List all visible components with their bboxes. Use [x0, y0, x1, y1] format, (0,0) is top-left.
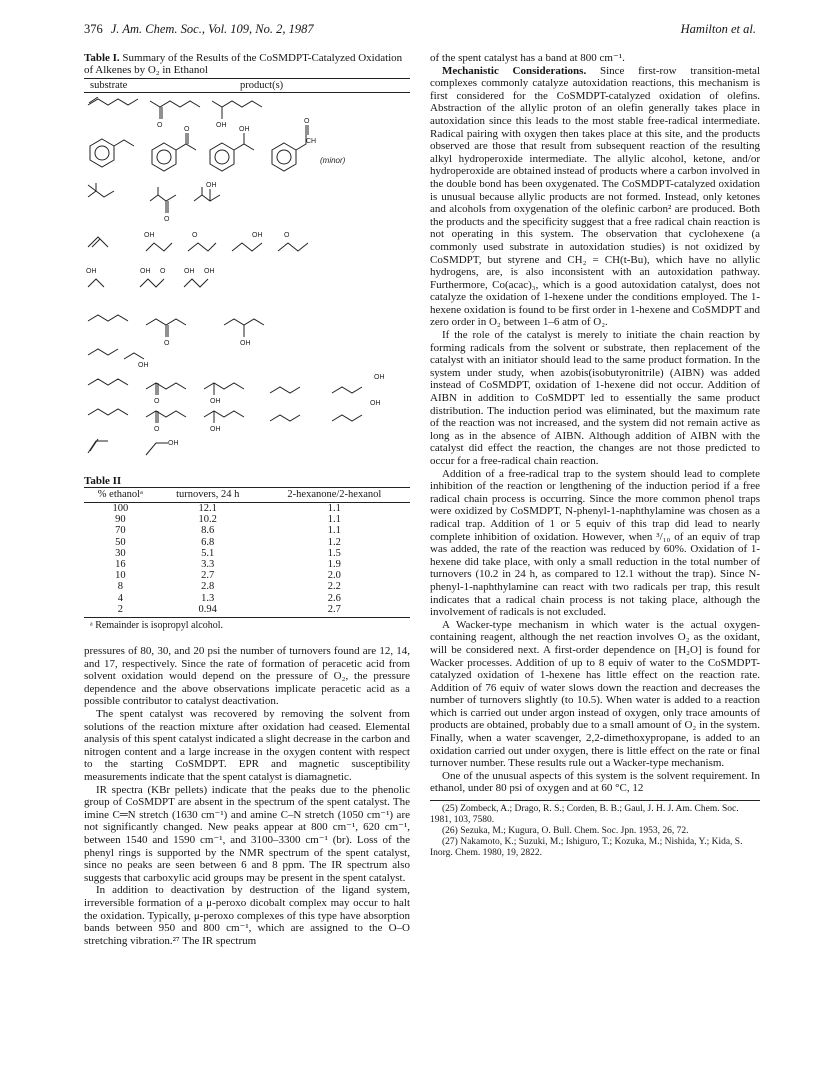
structure-drawings [84, 97, 410, 465]
right-paragraph-5: One of the unusual aspects of this system is the solvent requirement. In ethanol, under 80 psi of oxygen and at 60 °C, 12 [430, 769, 760, 795]
svg-text:O: O [192, 232, 198, 239]
table-row: 16 3.3 1.9 [115, 559, 341, 571]
table2-header-ratio: 2-hexanone/2-hexanol [259, 488, 410, 503]
svg-text:OH: OH [144, 232, 155, 239]
row9-product-a [146, 411, 186, 417]
right-paragraph-4: A Wacker-type mechanism in which water is the actual oxygen-containing reagent, although the net reaction involves O₂ as the oxidant, will be considered next. A first-order dependence on [H₂O] is found for Wacker processes. Addition of up to 8 equiv of water to the CoSMDPT-catalyzed oxidation of 1-hexene has little effect on the reaction rate. Addition of 76 equiv of water slows down the reaction and decreases the number of turnovers slightly (to 10.5). When water is added to a reaction which is carried out under argon instead of oxygen, only trace amounts of products are obtained, probably due to a small amount of O₂ in the system. Finally, when a water scavenger, 2,2-dimethoxypropane, is added to an oxidation carried out under oxygen, there is little effect on the rate or final turnover number. These results rule out a Wacker-type mechanism. [430, 618, 760, 770]
styrene-structure [90, 139, 134, 167]
running-header [84, 22, 756, 40]
left-paragraph-2: The spent catalyst was recovered by removing the solvent from solutions of the reaction mixture after oxidation had ceased. Elemental analysis of this spent catalyst indicated a slight decrease in the carbon and nitrogen content and a large increase in the oxygen content with respect to the starting CoSMDPT. EPR and magnetic susceptibility measurements indicate that the spent catalyst is diamagnetic. [84, 708, 410, 783]
svg-text:O: O [164, 340, 170, 347]
svg-text:OH: OH [138, 362, 149, 369]
svg-text:O: O [284, 232, 290, 239]
table2-header-turnovers: turnovers, 24 h [157, 488, 259, 503]
svg-text:OH: OH [240, 340, 251, 347]
right-column [430, 52, 760, 859]
svg-text:OH: OH [184, 268, 195, 275]
row9-product-c [270, 415, 300, 421]
left-paragraph-4: In addition to deactivation by destruction of the ligand system, irreversible formation of a μ-peroxo dicobalt complex may occur to halt the oxidation. Typically, μ-peroxo complexes of this type have absorption bands between 950 and 800 cm⁻¹, which are assigned to the O–O stretching vibration.²⁷ The IR spectrum [84, 884, 410, 947]
right-paragraph-3: Addition of a free-radical trap to the system should lead to complete inhibition of the reaction or lengthening of the induction period if a free radical chain process is occurring. Since the more common phenol traps were oxidized by CoSMDPT, N-phenyl-1-naphthylamine was chosen as a radical trap. Addition of 1 or 5 equiv of this trap did lead to nearly complete inhibition of oxidation. However, when ³/₁₀ of an equiv of trap was added, the rate of the reaction was reduced by 60%. Oxidation of 1-hexene did take place, with only a small reduction in the total number of turnovers (10.2 in 24 h, as compared to 12.1 without the trap). Since N-phenyl-1-naphthylamine can react with two radicals per trap, this result indicates that a radical chain process is not taking place, although the involvement of radicals is not excluded. [430, 467, 760, 619]
svg-text:O: O [154, 398, 160, 405]
row4-product-c [232, 243, 262, 251]
svg-text:OH: OH [239, 126, 250, 133]
phenylethanol-structure [210, 126, 254, 171]
right-paragraph-1 [430, 65, 760, 329]
table1-col-products: product(s) [240, 80, 284, 91]
row10-substrate [88, 441, 108, 453]
svg-text:OH: OH [140, 268, 151, 275]
left-body-text [84, 645, 410, 947]
table1-header [84, 79, 410, 92]
author-header: Hamilton et al. [680, 22, 756, 36]
svg-text:OH: OH [168, 440, 179, 447]
svg-text:CH: CH [306, 138, 317, 145]
page-number: 376 [84, 22, 103, 36]
table2 [84, 487, 410, 618]
row4-product-d [278, 243, 308, 251]
svg-text:O: O [184, 126, 190, 133]
row5-product-a [140, 279, 164, 287]
label-o: O [157, 122, 163, 129]
table2-title: Table II [84, 475, 122, 487]
section-heading-mechanistic: Mechanistic Considerations. [442, 64, 587, 77]
row8-product-c [270, 387, 300, 393]
table1-col-substrate: substrate [90, 80, 128, 91]
svg-text:OH: OH [370, 400, 381, 407]
acetophenone-structure [152, 126, 196, 171]
svg-text:O: O [154, 426, 160, 433]
table-row: 30 5.1 1.5 [115, 547, 341, 559]
table1-caption [84, 52, 410, 76]
row7-product [124, 353, 144, 359]
tbutylethylene-structure [88, 191, 114, 197]
reference-25: (25) Zombeck, A.; Drago, R. S.; Corden, B. B.; Gaul, J. H. J. Am. Chem. Soc. 1981, 103, 7580. [430, 804, 739, 826]
svg-text:O: O [164, 216, 170, 223]
hexanol-structure [212, 101, 262, 107]
left-paragraph-3: IR spectra (KBr pellets) indicate that the peaks due to the phenolic group of CoSMDPT are absent in the spectrum of the spent catalyst. The imine C═N stretch (1630 cm⁻¹) and amine C–N stretch (1050 cm⁻¹) are not significantly changed. New peaks appear at 800 cm⁻¹, 620 cm⁻¹, between 1540 and 1590 cm⁻¹, and 3100–3300 cm⁻¹ (br). Loss of the phenyl rings is supported by the NMR spectrum of the spent catalyst, since no peaks are seen between 6 and 8 ppm. The IR spectrum also suggests that carboxylic acid groups may be present in the spent catalyst. [84, 783, 410, 884]
right-paragraph-2: If the role of the catalyst is merely to initiate the chain reaction by forming radicals from the solvent or substrate, then replacement of the catalyst with an initiator should lead to the same product formation. In the system under study, when azobis(isobutyronitrile) (AIBN) was added instead of CoSMDPT, oxidation of 1-hexene did not occur. Addition of AIBN in addition to CoSMDPT led to essentially the same product distribution. The induction period was eliminated, but the maximum rate of the reaction was not increased, and the system did not remain active as long as in the absence of AIBN. Although addition of AIBN with the catalyst did effect the reaction, the changes are not those predicted to occur for a free-radical chain reaction. [430, 329, 760, 467]
svg-text:OH: OH [210, 398, 221, 405]
journal-citation [84, 22, 314, 37]
pinacolone-structure [150, 195, 176, 201]
row8-product-a [146, 383, 186, 389]
row6-product-a [146, 319, 186, 325]
table-row: 10 2.7 2.0 [115, 570, 341, 582]
svg-text:OH: OH [252, 232, 263, 239]
svg-text:OH: OH [374, 374, 385, 381]
phenylacetaldehyde-structure [272, 118, 316, 171]
left-paragraph-1: pressures of 80, 30, and 20 psi the number of turnovers found are 12, 14, and 17, respectively. Since the rate of formation of peracetic acid from solvent oxidation would depend on the pressure of O₂, the pressure dependence and the above observations implicate peracetic acid as a possible contributor to catalyst deactivation. [84, 645, 410, 708]
hexene-structure [88, 99, 138, 105]
table-row: 90 10.2 1.1 [115, 514, 341, 526]
svg-text:OH: OH [86, 268, 97, 275]
reference-27: (27) Nakamoto, K.; Suzuki, M.; Ishiguro, T.; Kozuka, M.; Nishida, Y.; Kida, S. Inorg. Chem. 1980, 19, 2822. [430, 837, 743, 859]
row5-substrate [88, 279, 104, 287]
table1-label: Table I. [84, 52, 120, 64]
right-paragraph-0: of the spent catalyst has a band at 800 cm⁻¹. [430, 52, 625, 64]
row4-product-b [188, 243, 216, 251]
table2-footnote: ᵃ Remainder is isopropyl alcohol. [90, 620, 223, 632]
hexanone-structure [150, 101, 200, 107]
row4-product-a [146, 243, 172, 251]
row9-product-b [204, 411, 244, 417]
row6-substrate [88, 315, 128, 321]
methylbutene-structure [88, 237, 108, 247]
journal-name: J. Am. Chem. Soc., Vol. 109, No. 2, 1987 [110, 22, 314, 36]
svg-text:OH: OH [204, 268, 215, 275]
pinacolyl-alcohol-structure [194, 195, 220, 201]
table-row: 50 6.8 1.2 [115, 536, 341, 548]
label-oh: OH [216, 122, 227, 129]
row8-product-d [332, 387, 362, 393]
svg-text:O: O [304, 118, 310, 125]
svg-text:OH: OH [210, 426, 221, 433]
table-row: 4 1.3 2.6 [117, 592, 341, 604]
row9-substrate [88, 409, 128, 415]
table1-caption-text: Summary of the Results of the CoSMDPT-Catalyzed Oxidation of Alkenes by O₂ in Ethanol [84, 52, 403, 76]
row10-product [146, 443, 168, 455]
table-row: 100 12.1 1.1 [112, 503, 341, 514]
left-column [84, 52, 410, 947]
table-row: 70 8.6 1.1 [115, 525, 341, 537]
svg-text:OH: OH [206, 182, 217, 189]
row6-product-b [224, 319, 264, 325]
row8-product-b [204, 383, 244, 389]
minor-label: (minor) [320, 156, 346, 165]
table-row: 2 0.94 2.7 [84, 604, 410, 618]
table1-structures [84, 97, 410, 465]
references [430, 800, 760, 859]
row9-product-d [332, 415, 362, 421]
table1-header-rule [84, 92, 410, 93]
table2-header-ethanol: % ethanolᵃ [84, 488, 157, 503]
row7-substrate [88, 349, 118, 355]
svg-text:O: O [160, 268, 166, 275]
right-paragraph-1-text: Since first-row transition-metal complexes commonly catalyze autoxidation reactions, this mechanism is first considered for the CoSMDPT-catalyzed oxidation of olefins. Abstraction of the allylic proton of an olefin generally takes place in autoxidation since this leads to the most stable free-radical intermediate. Radical pairing with oxygen then takes place at this site, and the products observed are those that result from subsequent reaction of the resulting alkyl hydroperoxide intermediate. The allylic alcohol, ketone, and/or hydroperoxide are obtained instead of products where a carbon involved in the double bond has been oxygenated. The CoSMDPT-catalyzed oxidation is unusual because allylic products are not formed. Instead, only ketones and alcohols from oxygenation of the olefinic carbon² are produced. Both the products and the specificity suggest that a free radical chain reaction is not operating in this system. The observation that cyclohexene (a commonly used substrate in autoxidation studies) is not oxidized by CoSMDPT, but styrene and CH₂ = CH(t-Bu), which have no allylic hydrogens, are, is also inconsistent with an autoxidation pathway. Furthermore, Co(acac)₃, which is a good autoxidation catalyst, does not catalyze the oxidation of 1-hexene under the conditions employed. The 1-hexene oxidation is found to be first order in 1-hexene and CoSMDPT and zero order in O₂ between 1–6 atm of O₂. [430, 64, 760, 329]
row8-substrate [88, 379, 128, 385]
row5-product-b [184, 279, 208, 287]
reference-26: (26) Sezuka, M.; Kugura, O. Bull. Chem. Soc. Jpn. 1953, 26, 72. [442, 826, 689, 837]
table-row: 8 2.8 2.2 [117, 581, 341, 593]
